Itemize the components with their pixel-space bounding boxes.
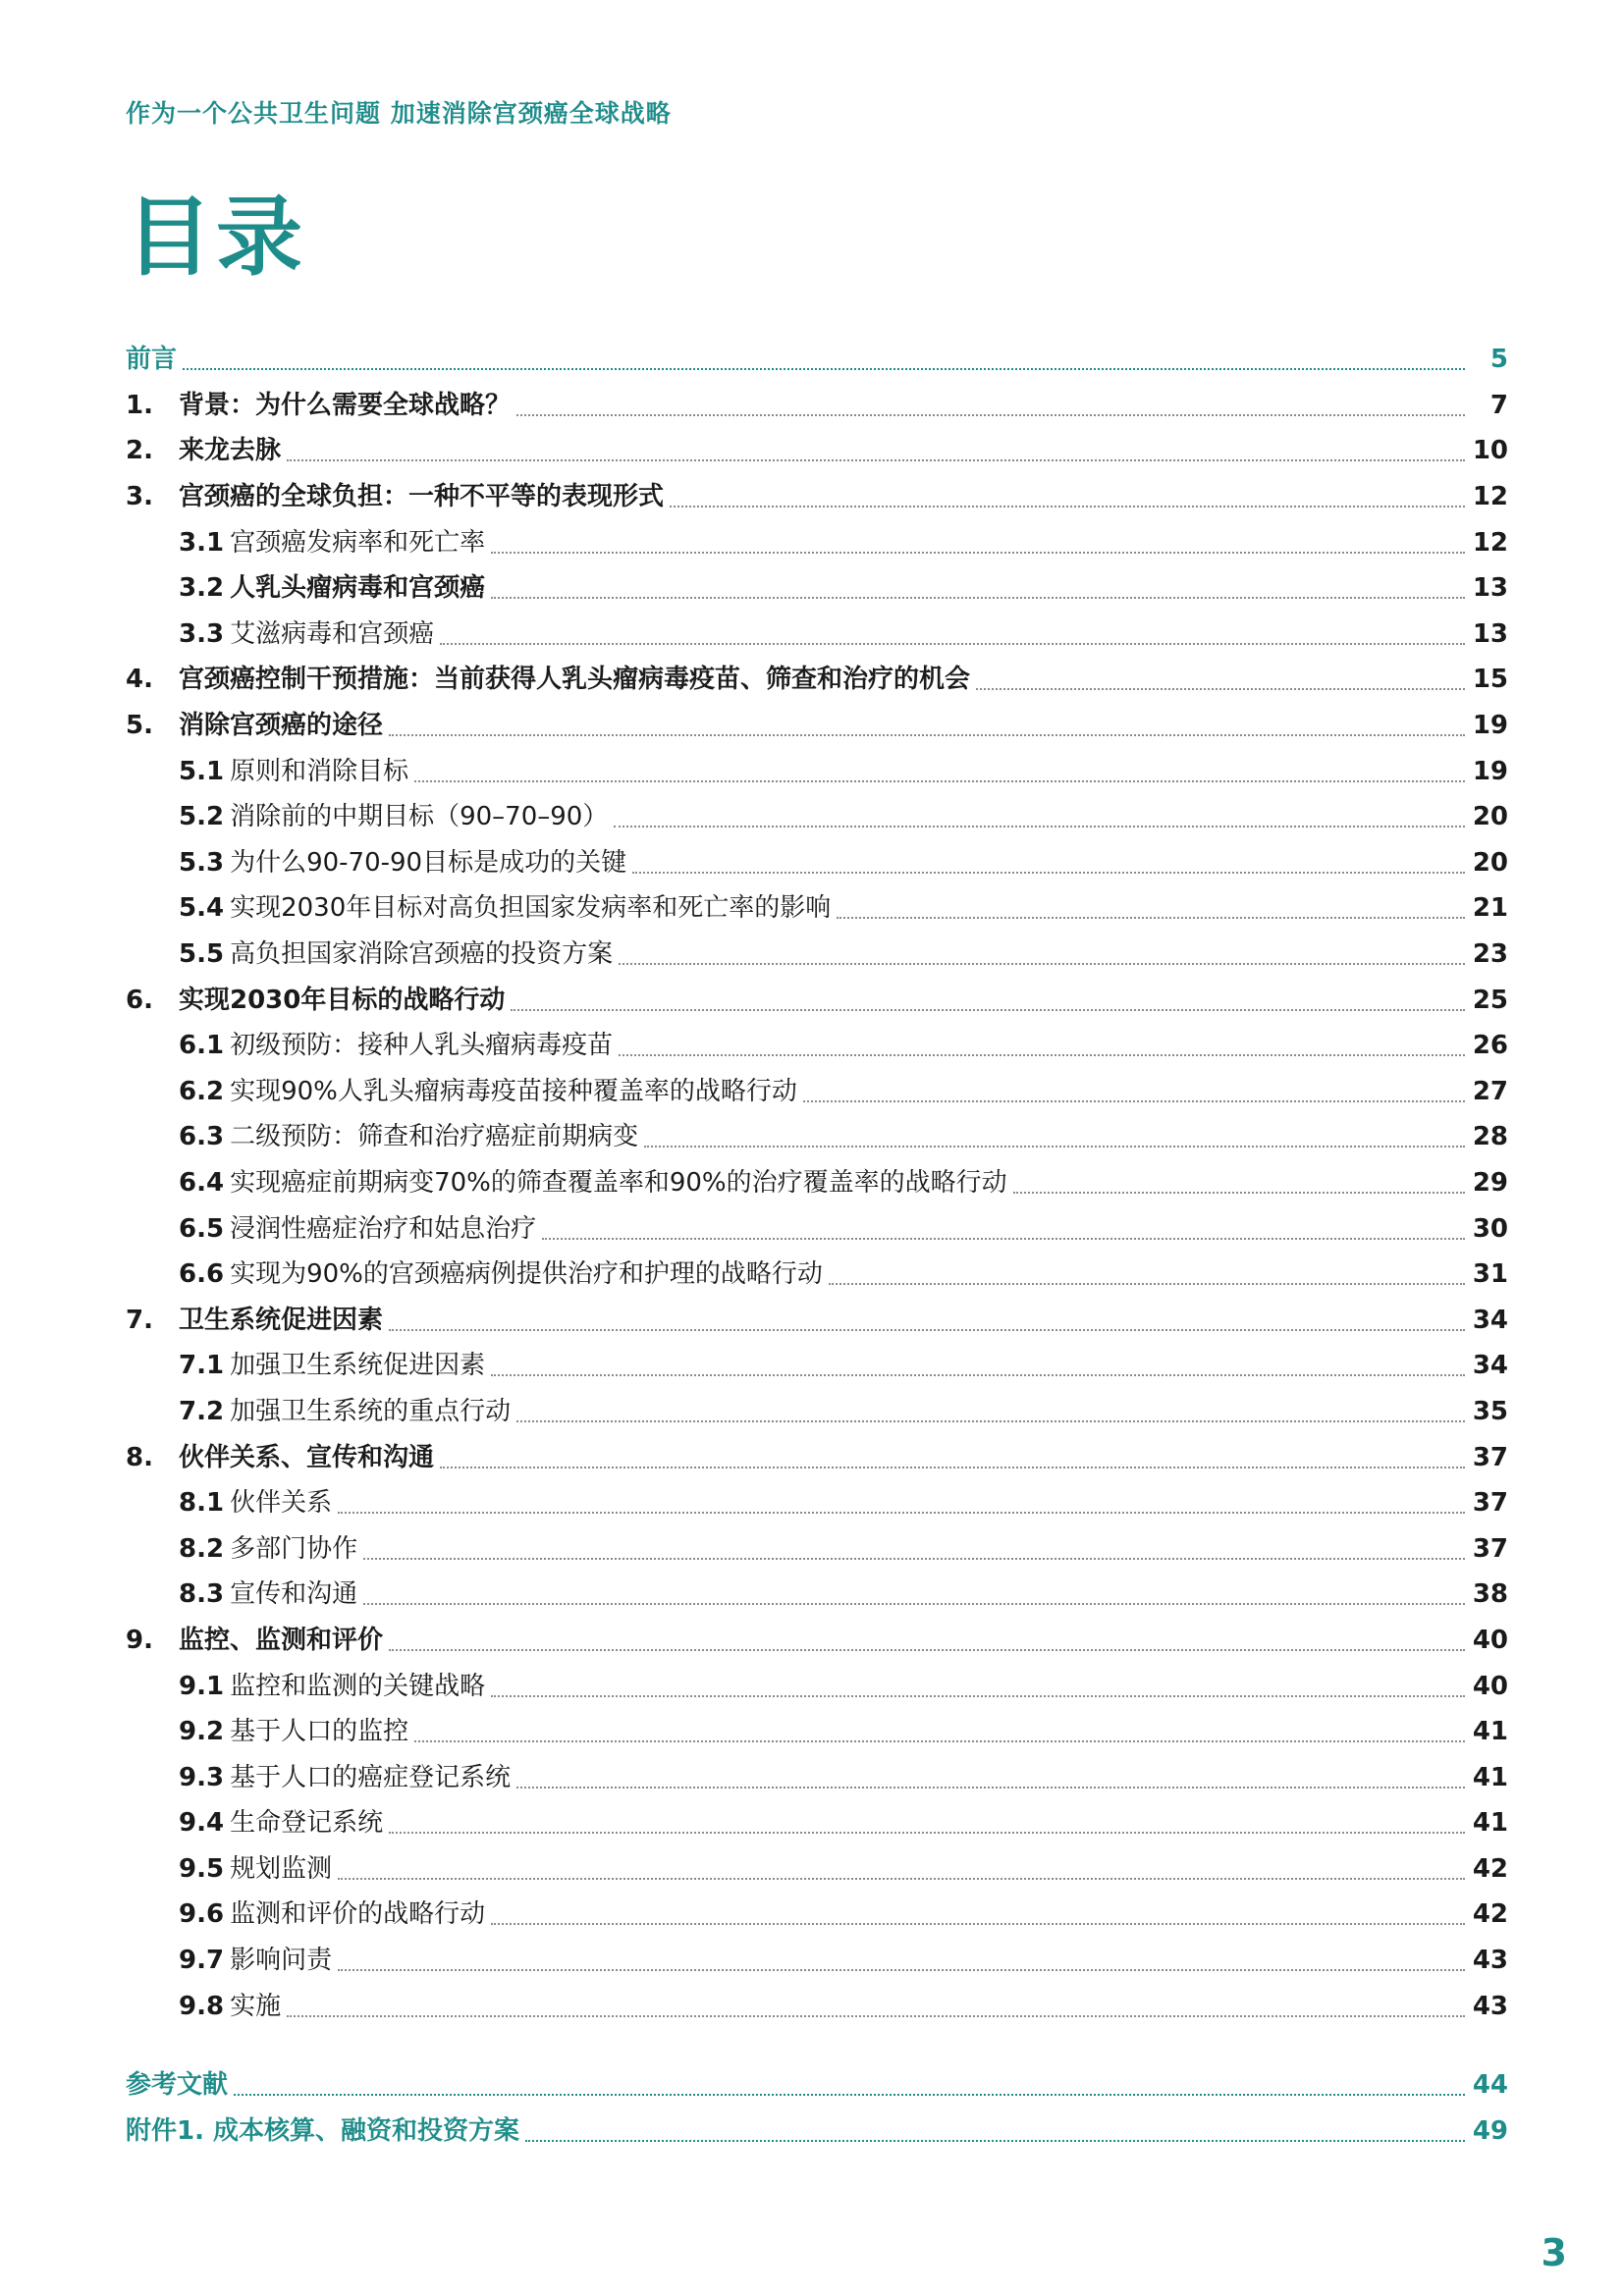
toc-entry-title: 实现为90%的宫颈癌病例提供治疗和护理的战略行动 xyxy=(230,1259,823,1290)
toc-entry-page: 41 xyxy=(1472,1762,1508,1792)
toc-entry-title: 监测和评价的战略行动 xyxy=(230,1899,486,1930)
toc-dot-leader xyxy=(389,1329,1465,1331)
toc-entry-number: 9.3 xyxy=(179,1762,225,1792)
toc-dot-leader xyxy=(1013,1192,1465,1194)
toc-entry[interactable] xyxy=(126,1663,1508,1709)
toc-entry[interactable] xyxy=(126,1938,1508,1984)
toc-entry-title: 为什么90-70-90目标是成功的关键 xyxy=(230,847,627,878)
toc-entry-heading xyxy=(126,1899,486,1930)
toc-entry-title: 宫颈癌的全球负担：一种不平等的表现形式 xyxy=(179,482,665,512)
toc-entry-heading xyxy=(126,1991,282,2021)
toc-entry-title: 实现90%人乳头瘤病毒疫苗接种覆盖率的战略行动 xyxy=(230,1076,797,1106)
toc-dot-leader xyxy=(414,780,1465,782)
toc-entry-number: 8.2 xyxy=(179,1533,225,1564)
toc-entry-heading xyxy=(126,1853,333,1884)
toc-entry-heading xyxy=(126,345,178,375)
toc-entry[interactable] xyxy=(126,337,1508,383)
toc-dot-leader xyxy=(516,1787,1465,1789)
toc-entry-number: 9.6 xyxy=(179,1899,225,1930)
toc-entry-title: 规划监测 xyxy=(230,1853,333,1884)
table-of-contents xyxy=(126,337,1508,2154)
toc-entry-heading xyxy=(126,1442,435,1472)
toc-entry-number: 6. xyxy=(126,985,153,1015)
toc-entry-title: 实施 xyxy=(230,1991,282,2021)
toc-entry-title: 加强卫生系统的重点行动 xyxy=(230,1396,512,1426)
toc-entry-number: 9. xyxy=(126,1625,153,1655)
toc-entry-title: 宫颈癌发病率和死亡率 xyxy=(230,527,486,558)
toc-dot-leader xyxy=(516,414,1465,416)
toc-entry-title: 二级预防：筛查和治疗癌症前期病变 xyxy=(230,1122,639,1152)
toc-entry-page: 19 xyxy=(1472,756,1508,786)
toc-entry-heading xyxy=(126,482,665,512)
toc-dot-leader xyxy=(837,917,1465,919)
toc-entry-number: 3.3 xyxy=(179,618,225,649)
toc-entry-heading xyxy=(126,939,614,970)
toc-entry-heading xyxy=(126,1579,358,1610)
toc-entry[interactable] xyxy=(126,794,1508,840)
toc-entry-title: 前言 xyxy=(126,345,178,375)
toc-entry-title: 加强卫生系统促进因素 xyxy=(230,1351,486,1381)
toc-entry[interactable] xyxy=(126,1892,1508,1938)
toc-entry[interactable] xyxy=(126,1343,1508,1389)
toc-entry[interactable] xyxy=(126,1114,1508,1160)
toc-dot-leader xyxy=(632,872,1465,874)
toc-entry-heading xyxy=(126,2115,520,2146)
toc-entry-title: 人乳头瘤病毒和宫颈癌 xyxy=(230,573,486,604)
toc-entry-number: 9.1 xyxy=(179,1671,225,1701)
toc-entry-page: 34 xyxy=(1472,1351,1508,1381)
toc-entry-page: 5 xyxy=(1489,345,1508,375)
toc-entry-number: 5.5 xyxy=(179,939,225,970)
toc-entry-page: 49 xyxy=(1472,2115,1508,2146)
toc-entry-heading xyxy=(126,1167,1007,1198)
toc-entry-page: 28 xyxy=(1472,1122,1508,1152)
toc-entry-heading xyxy=(126,1396,512,1426)
toc-entry[interactable] xyxy=(126,840,1508,886)
toc-entry-title: 附件1. 成本核算、融资和投资方案 xyxy=(126,2115,520,2146)
toc-dot-leader xyxy=(440,643,1465,645)
toc-entry-number: 8. xyxy=(126,1442,153,1472)
toc-entry-heading xyxy=(126,1351,486,1381)
toc-entry-number: 8.3 xyxy=(179,1579,225,1610)
toc-entry-page: 40 xyxy=(1472,1625,1508,1655)
toc-entry-page: 13 xyxy=(1472,618,1508,649)
toc-dot-leader xyxy=(287,2015,1465,2017)
toc-dot-leader xyxy=(491,1923,1465,1925)
toc-entry-page: 20 xyxy=(1472,847,1508,878)
toc-main-section xyxy=(126,337,1508,2029)
toc-entry-number: 9.4 xyxy=(179,1808,225,1839)
toc-entry[interactable] xyxy=(126,1983,1508,2029)
toc-entry-heading xyxy=(126,1762,512,1792)
toc-entry[interactable] xyxy=(126,657,1508,703)
toc-entry-number: 6.5 xyxy=(179,1213,225,1244)
toc-entry-heading xyxy=(126,1808,384,1839)
toc-entry[interactable] xyxy=(126,1389,1508,1435)
toc-entry-page: 41 xyxy=(1472,1808,1508,1839)
toc-entry-title: 背景：为什么需要全球战略？ xyxy=(179,390,512,420)
toc-entry-page: 12 xyxy=(1472,527,1508,558)
toc-entry-page: 27 xyxy=(1472,1076,1508,1106)
toc-dot-leader xyxy=(644,1146,1465,1148)
toc-entry-page: 41 xyxy=(1472,1717,1508,1747)
toc-dot-leader xyxy=(338,1512,1465,1514)
toc-entry-heading xyxy=(126,1946,333,1976)
toc-entry-heading xyxy=(126,1305,384,1335)
toc-entry-heading xyxy=(126,985,506,1015)
toc-dot-leader xyxy=(389,1649,1465,1651)
toc-dot-leader xyxy=(338,1969,1465,1971)
toc-entry[interactable] xyxy=(126,1480,1508,1526)
toc-entry-page: 31 xyxy=(1472,1259,1508,1290)
toc-entry-page: 26 xyxy=(1472,1031,1508,1061)
toc-dot-leader xyxy=(414,1740,1465,1742)
toc-entry-page: 15 xyxy=(1472,665,1508,695)
toc-entry-title: 高负担国家消除宫颈癌的投资方案 xyxy=(230,939,614,970)
toc-entry-page: 29 xyxy=(1472,1167,1508,1198)
toc-entry[interactable] xyxy=(126,428,1508,474)
toc-entry[interactable] xyxy=(126,1205,1508,1252)
toc-entry-heading xyxy=(126,573,486,604)
toc-entry-number: 6.6 xyxy=(179,1259,225,1290)
toc-dot-leader xyxy=(619,963,1465,965)
toc-entry-heading xyxy=(126,618,435,649)
toc-entry-title: 宣传和沟通 xyxy=(230,1579,358,1610)
toc-entry-number: 6.1 xyxy=(179,1031,225,1061)
toc-entry-heading xyxy=(126,436,282,466)
toc-entry-page: 35 xyxy=(1472,1396,1508,1426)
toc-dot-leader xyxy=(829,1283,1465,1285)
toc-dot-leader xyxy=(491,1374,1465,1376)
toc-entry[interactable] xyxy=(126,748,1508,794)
toc-entry-number: 6.2 xyxy=(179,1076,225,1106)
toc-entry[interactable] xyxy=(126,977,1508,1023)
toc-entry[interactable] xyxy=(126,1846,1508,1893)
toc-entry-page: 21 xyxy=(1472,893,1508,924)
toc-dot-leader xyxy=(234,2094,1465,2096)
toc-entry-heading xyxy=(126,756,409,786)
toc-entry-title: 原则和消除目标 xyxy=(230,756,409,786)
toc-entry-title: 消除前的中期目标（90–70–90） xyxy=(230,802,609,832)
toc-entry-title: 监控、监测和评价 xyxy=(179,1625,384,1655)
toc-entry-heading xyxy=(126,1213,537,1244)
toc-entry-title: 实现癌症前期病变70%的筛查覆盖率和90%的治疗覆盖率的战略行动 xyxy=(230,1167,1007,1198)
toc-entry[interactable] xyxy=(126,1572,1508,1618)
toc-dot-leader xyxy=(491,1695,1465,1697)
toc-dot-leader xyxy=(542,1238,1465,1240)
toc-entry[interactable] xyxy=(126,1297,1508,1343)
toc-entry-heading xyxy=(126,711,384,741)
toc-dot-leader xyxy=(491,597,1465,599)
toc-entry-page: 20 xyxy=(1472,802,1508,832)
toc-entry-heading xyxy=(126,1259,823,1290)
toc-entry-number: 9.7 xyxy=(179,1946,225,1976)
toc-entry-title: 来龙去脉 xyxy=(179,436,282,466)
toc-entry-page: 30 xyxy=(1472,1213,1508,1244)
toc-entry[interactable] xyxy=(126,1434,1508,1480)
toc-entry-page: 13 xyxy=(1472,573,1508,604)
toc-entry[interactable] xyxy=(126,612,1508,658)
toc-entry-number: 1. xyxy=(126,390,153,420)
toc-entry-number: 7. xyxy=(126,1305,153,1335)
toc-entry-title: 宫颈癌控制干预措施：当前获得人乳头瘤病毒疫苗、筛查和治疗的机会 xyxy=(179,665,971,695)
toc-dot-leader xyxy=(614,826,1465,828)
toc-entry-number: 3. xyxy=(126,482,153,512)
toc-dot-leader xyxy=(440,1467,1465,1468)
toc-entry-title: 基于人口的癌症登记系统 xyxy=(230,1762,512,1792)
toc-entry-heading xyxy=(126,1671,486,1701)
toc-entry[interactable] xyxy=(126,2109,1508,2155)
toc-dot-leader xyxy=(338,1878,1465,1880)
toc-entry-title: 初级预防：接种人乳头瘤病毒疫苗 xyxy=(230,1031,614,1061)
toc-entry-page: 12 xyxy=(1472,482,1508,512)
toc-dot-leader xyxy=(491,552,1465,554)
toc-entry-page: 38 xyxy=(1472,1579,1508,1610)
toc-entry-page: 44 xyxy=(1472,2070,1508,2101)
toc-entry-number: 8.1 xyxy=(179,1488,225,1519)
toc-dot-leader xyxy=(619,1054,1465,1056)
toc-entry-page: 10 xyxy=(1472,436,1508,466)
toc-entry-page: 37 xyxy=(1472,1533,1508,1564)
toc-entry-heading xyxy=(126,527,486,558)
toc-entry[interactable] xyxy=(126,1800,1508,1846)
toc-entry[interactable] xyxy=(126,1754,1508,1800)
toc-entry-title: 伙伴关系、宣传和沟通 xyxy=(179,1442,435,1472)
toc-entry-heading xyxy=(126,390,512,420)
toc-entry-title: 监控和监测的关键战略 xyxy=(230,1671,486,1701)
toc-spacer xyxy=(126,2029,1508,2062)
toc-entry-page: 23 xyxy=(1472,939,1508,970)
toc-entry-heading xyxy=(126,847,627,878)
toc-entry-number: 2. xyxy=(126,436,153,466)
toc-entry-number: 3.1 xyxy=(179,527,225,558)
toc-entry-title: 生命登记系统 xyxy=(230,1808,384,1839)
toc-entry-title: 艾滋病毒和宫颈癌 xyxy=(230,618,435,649)
toc-back-matter xyxy=(126,2062,1508,2154)
toc-entry-title: 多部门协作 xyxy=(230,1533,358,1564)
page-title: 目录 xyxy=(126,187,307,288)
toc-entry-heading xyxy=(126,1031,614,1061)
toc-entry-page: 7 xyxy=(1489,390,1508,420)
toc-entry-number: 4. xyxy=(126,665,153,695)
toc-entry[interactable] xyxy=(126,1252,1508,1298)
toc-entry-number: 9.5 xyxy=(179,1853,225,1884)
toc-entry[interactable] xyxy=(126,1069,1508,1115)
toc-entry-number: 5.4 xyxy=(179,893,225,924)
toc-entry-page: 19 xyxy=(1472,711,1508,741)
toc-entry-number: 7.2 xyxy=(179,1396,225,1426)
toc-entry-title: 消除宫颈癌的途径 xyxy=(179,711,384,741)
toc-entry-heading xyxy=(126,2070,229,2101)
toc-entry-title: 实现2030年目标的战略行动 xyxy=(179,985,506,1015)
toc-entry-heading xyxy=(126,1122,639,1152)
toc-dot-leader xyxy=(511,1009,1465,1011)
toc-entry-number: 9.8 xyxy=(179,1991,225,2021)
toc-entry-page: 42 xyxy=(1472,1853,1508,1884)
toc-dot-leader xyxy=(363,1558,1465,1560)
toc-dot-leader xyxy=(803,1100,1465,1102)
toc-entry[interactable] xyxy=(126,1618,1508,1664)
toc-entry[interactable] xyxy=(126,703,1508,749)
toc-entry-heading xyxy=(126,1533,358,1564)
toc-entry[interactable] xyxy=(126,519,1508,565)
toc-entry-title: 实现2030年目标对高负担国家发病率和死亡率的影响 xyxy=(230,893,832,924)
toc-entry-title: 基于人口的监控 xyxy=(230,1717,409,1747)
toc-dot-leader xyxy=(670,506,1465,507)
toc-entry-page: 42 xyxy=(1472,1899,1508,1930)
toc-entry-page: 43 xyxy=(1472,1991,1508,2021)
toc-entry-page: 43 xyxy=(1472,1946,1508,1976)
toc-entry-title: 卫生系统促进因素 xyxy=(179,1305,384,1335)
toc-entry-page: 37 xyxy=(1472,1442,1508,1472)
toc-entry-number: 6.3 xyxy=(179,1122,225,1152)
toc-entry[interactable] xyxy=(126,1709,1508,1755)
toc-entry[interactable] xyxy=(126,885,1508,932)
toc-entry-number: 5.3 xyxy=(179,847,225,878)
toc-entry-number: 7.1 xyxy=(179,1351,225,1381)
toc-entry-page: 40 xyxy=(1472,1671,1508,1701)
toc-entry-heading xyxy=(126,665,971,695)
toc-entry[interactable] xyxy=(126,474,1508,520)
toc-entry-title: 浸润性癌症治疗和姑息治疗 xyxy=(230,1213,537,1244)
toc-dot-leader xyxy=(516,1420,1465,1422)
toc-entry-title: 伙伴关系 xyxy=(230,1488,333,1519)
toc-entry-heading xyxy=(126,802,609,832)
toc-entry-page: 34 xyxy=(1472,1305,1508,1335)
toc-dot-leader xyxy=(183,368,1465,370)
page-number: 3 xyxy=(1541,2231,1567,2274)
toc-entry-heading xyxy=(126,1625,384,1655)
toc-dot-leader xyxy=(389,1832,1465,1834)
toc-entry-heading xyxy=(126,1717,409,1747)
toc-entry-heading xyxy=(126,893,832,924)
running-header: 作为一个公共卫生问题 加速消除宫颈癌全球战略 xyxy=(126,99,672,128)
toc-entry[interactable] xyxy=(126,1023,1508,1069)
toc-entry[interactable] xyxy=(126,565,1508,612)
toc-entry[interactable] xyxy=(126,1525,1508,1572)
toc-entry-title: 参考文献 xyxy=(126,2070,229,2101)
toc-dot-leader xyxy=(287,459,1465,461)
toc-dot-leader xyxy=(976,688,1465,690)
toc-entry[interactable] xyxy=(126,1160,1508,1206)
toc-entry-page: 37 xyxy=(1472,1488,1508,1519)
toc-entry-number: 6.4 xyxy=(179,1167,225,1198)
toc-entry-heading xyxy=(126,1076,797,1106)
toc-dot-leader xyxy=(363,1603,1465,1605)
toc-entry-page: 25 xyxy=(1472,985,1508,1015)
toc-entry[interactable] xyxy=(126,932,1508,978)
toc-entry-number: 5.2 xyxy=(179,802,225,832)
toc-dot-leader xyxy=(525,2140,1465,2142)
toc-entry-number: 5. xyxy=(126,711,153,741)
toc-entry-heading xyxy=(126,1488,333,1519)
toc-entry-number: 9.2 xyxy=(179,1717,225,1747)
toc-entry[interactable] xyxy=(126,2062,1508,2109)
toc-dot-leader xyxy=(389,734,1465,736)
toc-entry-title: 影响问责 xyxy=(230,1946,333,1976)
toc-entry-number: 3.2 xyxy=(179,573,225,604)
toc-entry[interactable] xyxy=(126,383,1508,429)
toc-entry-number: 5.1 xyxy=(179,756,225,786)
